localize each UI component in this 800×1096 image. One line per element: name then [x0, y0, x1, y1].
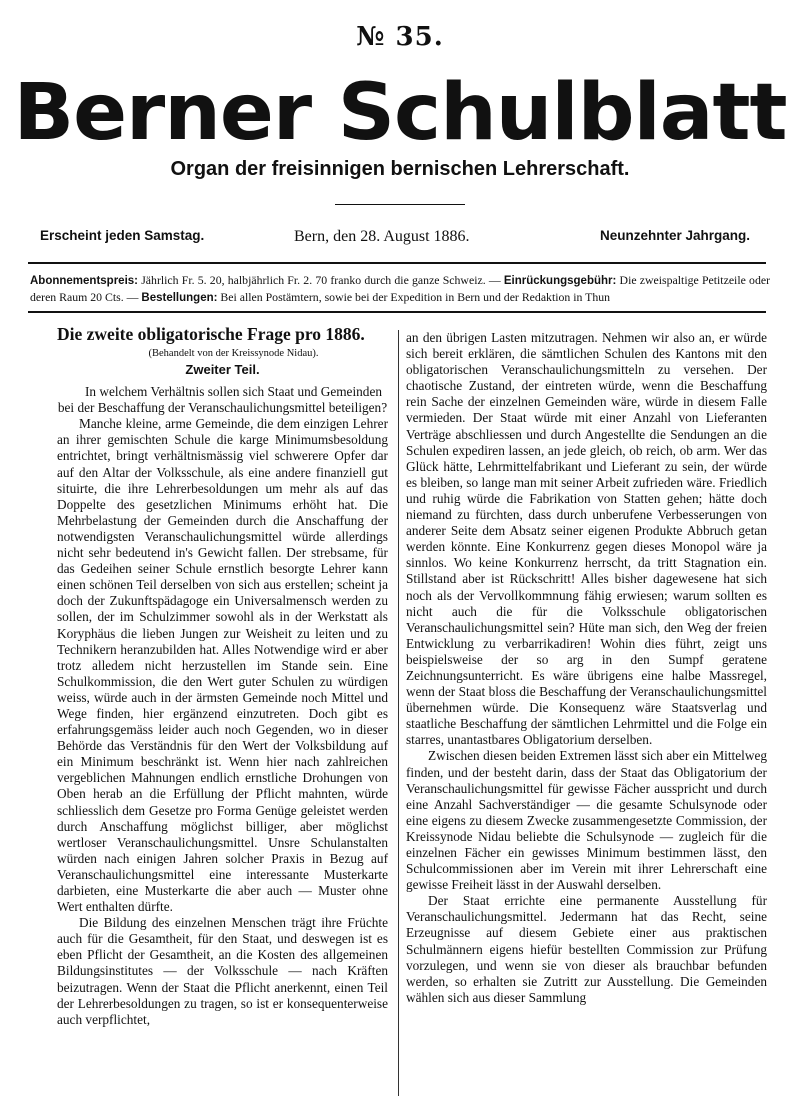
insertion-fee-text: Die zweispaltige Petitzeile oder deren Raum 20 Cts. — — [30, 273, 771, 304]
paragraph: Manche kleine, arme Gemeinde, die dem einzigen Lehrer an ihrer gemischten Schule die karge Minimumsbesoldung entrichtet, bringt verhältnismässig viel schwerere Opfer dar auf den Altar der Volksschule, als eine andere finanziell gut situirte, die ihre Lehrerbesoldungen um mehr als auf das Doppelte des gesetzlichen Minimums erhöht hat. Die Mehrbelastung der Gemeinden durch die Anschaffung der notwendigsten Veranschaulichungsmittel würde allerdings nicht sehr bedeutend in's Gewicht fallen. Der strebsame, für das Gedeihen seiner Schule ernstlich besorgte Lehrer kann einen schönen Teil derselben von sich aus erstellen; scheint ja doch der Zukunftspädagoge ein Universalmensch werden zu sollen, der im Schulzimmer sowohl als in der Werkstatt als Koryphäus die lieben Jungen zur Weisheit zu leiten und zu Technikern heranzubilden hat. Alles Notwendige wird er aber trotz alledem nicht herzustellen im Stande sein. Eine Schulkommission, die den Wert guter Schulen zu würdigen weiss, würde auch in der ärmsten Gemeinde noch Mittel und Wege finden, hier ergänzend einzutreten. Doch gibt es erfahrungsgemäss leider auch noch Gegenden, wo in dieser Behörde das Verständnis für den Wert der Volksbildung auf ein Minimum beschränkt ist. Wenn hier nach zahlreichen vergeblichen Mahnungen endlich ernstliche Drohungen von Oben herab an die Erfüllung der Pflicht mahnten, würde schliesslich dem Gesetze pro Forma Genüge geleistet werden durch Anschaffung möglichst billiger, aber möglichst wertloser Veranschaulichungsmittel. Unsre Schulanstalten würden nach einigen Jahren solcher Praxis in Bezug auf Veranschaulichungsmittel eine interessante Musterkarte darbieten, eine Musterkarte die aber auch — Muster ohne Wert enthalten dürfte. — [57, 416, 388, 915]
paragraph: Die Bildung des einzelnen Menschen trägt ihre Früchte auch für die Gesamtheit, für den Staat, und deswegen ist es eben Pflicht der Gesamtheit, an die Kosten des allgemeinen Bildungsinstitutes — der Volksschule — nach Kräften beizutragen. Wenn der Staat die Pflicht anerkennt, einen Teil der Lehrerbesoldungen zu tragen, so ist er konsequenterweise auch verpflichtet, — [57, 915, 388, 1027]
publication-frequency: Erscheint jeden Samstag. — [40, 228, 205, 243]
paragraph: Der Staat errichte eine permanente Ausstellung für Veranschaulichungsmittel. Jedermann hat das Recht, seine Erzeugnisse auf diesem Gebiete einer aus praktischen Schulmännern eigens hiefür bestellten Commission zur Prüfung vorzulegen, und wenn sie von dieser als brauchbar befunden werden, so erhalten sie Zutritt zur Ausstellung. Die Gemeinden wählen sich aus dieser Sammlung — [406, 893, 767, 1005]
article-note: (Behandelt von der Kreissynode Nidau). — [148, 348, 319, 360]
place-date: Bern, den 28. August 1886. — [294, 228, 470, 245]
right-column — [406, 330, 767, 1006]
insertion-fee-label: Einrückungsgebühr: — [503, 275, 617, 287]
orders-text: Bei allen Postämtern, sowie bei der Expedition in Bern und der Redaktion in Thun — [220, 290, 611, 304]
newspaper-subtitle: Organ der freisinnigen bernischen Lehrerschaft. — [170, 158, 630, 180]
subscription-text: Jährlich Fr. 5. 20, halbjährlich Fr. 2. 70 franko durch die ganze Schweiz. — — [141, 273, 501, 287]
article-question: In welchem Verhältnis sollen sich Staat und Gemeinden bei der Beschaffung der Veranschaulichungsmittel beteiligen? — [57, 384, 388, 416]
divider — [28, 262, 766, 264]
newspaper-title: Berner Schulblatt — [13, 68, 787, 158]
subscription-info — [30, 272, 770, 306]
issue-number: № 35. — [356, 22, 444, 52]
paragraph: an den übrigen Lasten mitzutragen. Nehmen wir also an, er würde sich bereit erklären, die sämtlichen Schulen des Kantons mit den obligatorischen Veranschaulichungsmitteln zu versehen. Der chaotische Zustand, der eintreten würde, wenn die Beschaffung rein Sache der einzelnen Gemeinden wäre, würde in diesem Falle vermieden. Der Staat würde mit einer Anzahl von Lieferanten Verträge abschliessen und durch Angestellte die Sendungen an die Schulen expediren lassen, an jede gleich, ob reich, ob arm. Wer das Glück hätte, Lehrmittelfabrikant und Lieferant zu sein, der würde es bleiben, so lange man mit seiner Arbeit zufrieden wäre. Friedlich und ruhig würde die Fabrikation von Statten gehen; hätte doch niemand zu fürchten, dass durch unberufene Verbesserungen von anderer Seite dem Absatz seiner eigenen Produkte Abbruch getan werden könnte. Eine Konkurrenz gegen dieses Monopol wäre ja sinnlos. Wo keine Konkurrenz herrscht, da tritt Stagnation ein. Stillstand aber ist Rückschritt! Alles bisher dagewesene hat sich noch als der Vervollkommnung fähig erwiesen; warum sollten es nicht auch die für die Volksschule obligatorischen Veranschaulichungsmittel sein? Hüte man sich, den Weg der freien Entwicklung zu verbarrikadiren! Wohin dies führt, zeigt uns beispielsweise der so arg in den Sumpf geratene Zeichnungsunterricht. Es wäre übrigens eine halbe Massregel, wenn der Staat bloss die Beschaffung der Veranschaulichungsmittel übernehmen würde. Die Konsequenz wäre Staatsverlag und staatliche Beschaffung der sämtlichen Lehrmittel und die Folge ein starres, unantastbares Obligatorium derselben. — [406, 330, 767, 748]
divider — [335, 204, 465, 205]
orders-label: Bestellungen: — [141, 292, 218, 304]
article-part: Zweiter Teil. — [185, 362, 260, 378]
volume-label: Neunzehnter Jahrgang. — [599, 228, 750, 243]
left-column — [57, 326, 388, 1028]
paragraph: Zwischen diesen beiden Extremen lässt sich aber ein Mittelweg finden, und der besteht darin, dass der Staat das Obligatorium der Veranschaulichungsmittel für gewisse Fächer ausspricht und durch eine Anzahl Sachverständiger — die gesamte Schulsynode oder eine eigens zu diesem Zwecke zusammengesetzte Commission, der Kreissynode Nidau beliebte die Schulsynode — zugleich für die einzelnen Fächer ein gewisses Minimum bestimmen lässt, den Schulcommissionen aber im Verein mit ihrer Lehrerschaft eine gewisse Freiheit lässt in der Auswahl derselben. — [406, 748, 767, 893]
subscription-label: Abonnementspreis: — [30, 275, 138, 287]
article-title: Die zweite obligatorische Frage pro 1886. — [57, 324, 365, 344]
divider — [28, 311, 766, 313]
column-divider — [398, 330, 399, 1096]
